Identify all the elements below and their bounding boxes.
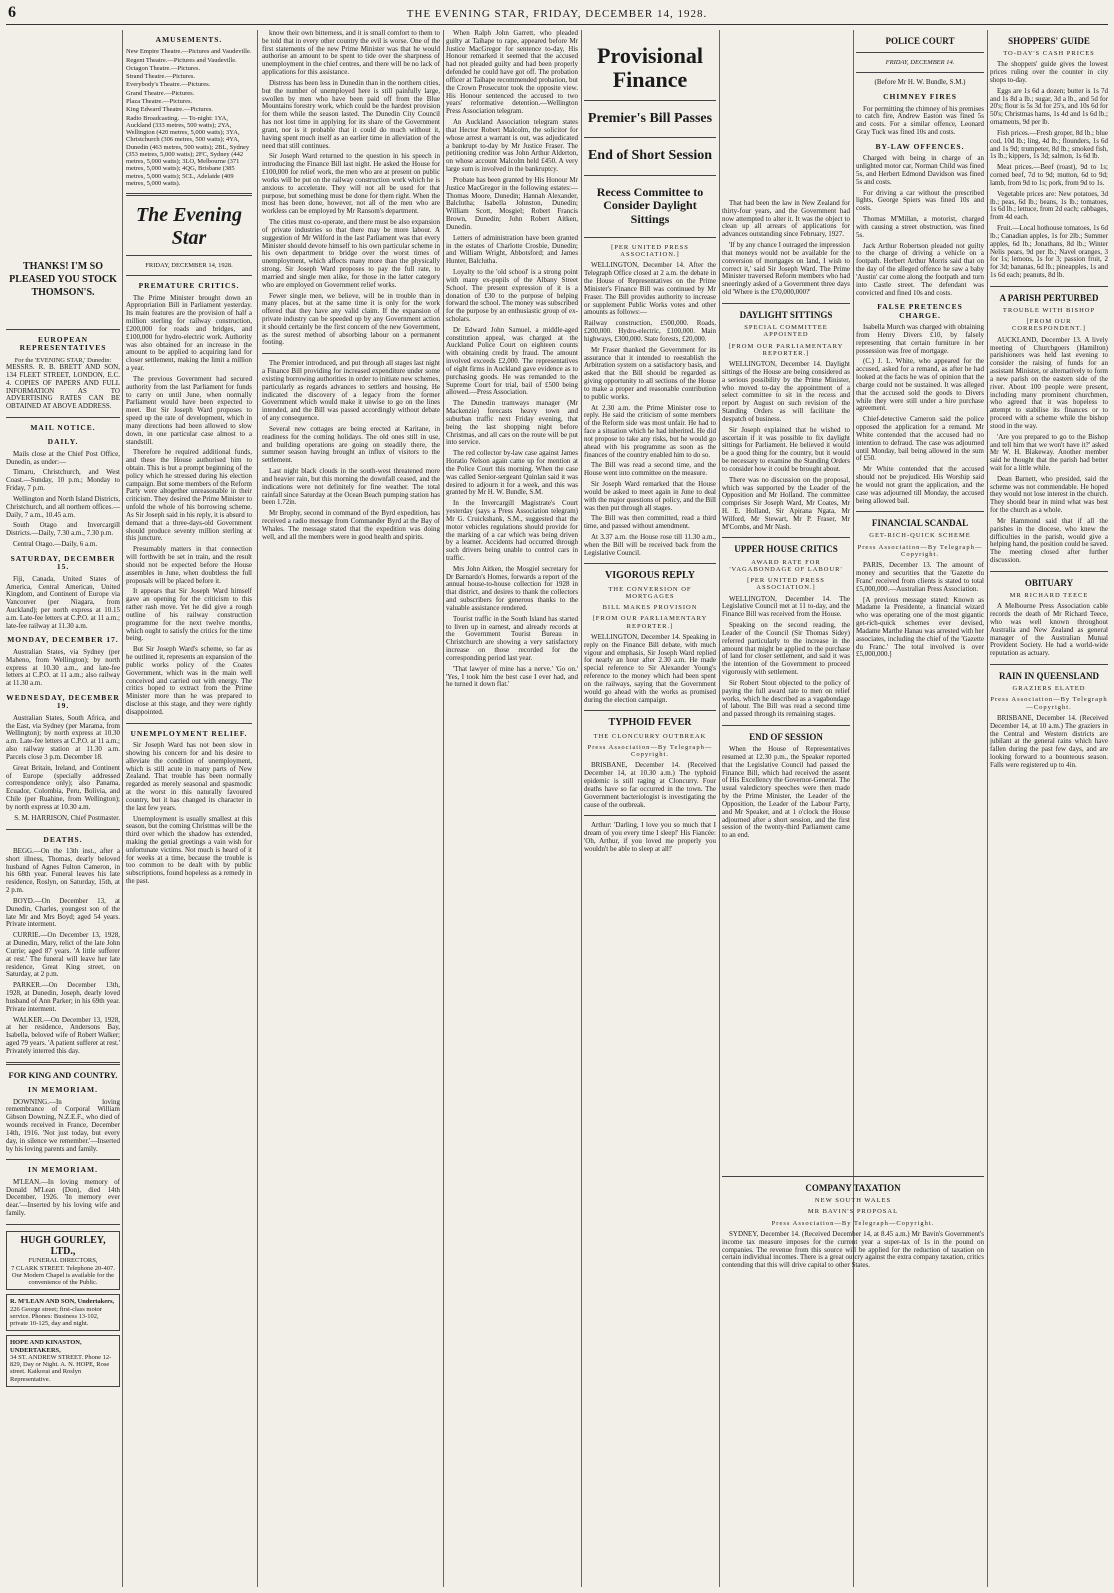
column-rule <box>719 30 720 1587</box>
shoppers-guide-subheading: TO-DAY'S CASH PRICES <box>1003 50 1095 58</box>
news-paragraph: Isabella Murch was charged with obtaining from Henry Divers £10, by falsely representing that certain furniture in her possession was free of mortgage. <box>856 323 984 355</box>
vigorous-subheading: BILL MAKES PROVISION <box>602 604 698 612</box>
reps-body: MESSRS. R. B. BRETT AND SON, 134 FLEET STREET, LONDON, E.C. 4. COPIES OF PAPERS AND FULL INFORMATION AS TO ADVERTISING RATES CAN BE OBTAINED AT ABOVE ADDRESS. <box>6 363 120 411</box>
vigorous-subheading: THE CONVERSION OF MORTGAGES <box>608 585 692 600</box>
mail-paragraph: Wellington and North Island Districts, Christchurch, and all northern offices.—Daily, 7 a.m., 10.45 a.m. <box>6 494 120 519</box>
memoriam-notice: DOWNING.—In loving remembrance of Corporal William Gibson Downing, N.Z.E.F., who died of wounds received in France, December 14th, 1916. 'Not just today, but every day, in silence we remember.'—Inserted by his loving parents and family. <box>6 1097 120 1153</box>
mail-paragraph: Mails close at the Chief Post Office, Dunedin, as under:— <box>6 449 120 466</box>
divider <box>584 137 716 138</box>
editorial-paragraph: Sir Joseph Ward has not been slow in showing his concern for and his desire to alleviate the condition of unemployment, which is still acute in many parts of New Zealand. That trouble has been normally regarded as merely seasonal and spasmodic at the worst in this naturally favoured country, but it has changed its character in the last few years. <box>126 741 252 812</box>
divider <box>722 725 850 726</box>
divider <box>584 710 716 711</box>
news-paragraph: Speaking on the second reading, the Leader of the Council (Sir Thomas Sidey) referred particularly to the increase in the amount that might be applied to the purchase of land for closer settlement, and said it was the intention of the Government to proceed vigorously with settlement. <box>722 621 850 677</box>
divider <box>126 193 252 196</box>
police-court-date: FRIDAY, DECEMBER 14. <box>885 59 955 67</box>
news-paragraph: Eggs are 1s 6d a dozen; butter is 1s 7d and 1s 8d a lb.; sugar, 3d a lb., and 5d for 20's; flour is 5s 3d for 25's, and 10s 6d for 50's; Christmas hams, 1s 4d and 1s 6d lb.; ornaments, 9d per lb. <box>990 86 1108 127</box>
lead-headline: Provisional Finance <box>597 43 703 93</box>
news-paragraph: Fruit.—Local hothouse tomatoes, 1s 6d lb.; Canadian apples, 1s for 2lb.; Summer apples, 6d lb.; Jonathans, 8d lb.; Winter Nelis pears, 9d per lb.; Navel oranges, 3 for 1s; lemons, 1s for 3; passion fruit, 2 for 3d; bananas, 6d lb.; pineapples, 1s and 1s 6d each; peanuts, 8d lb. <box>990 224 1108 280</box>
saturday-heading: SATURDAY, DECEMBER 15. <box>10 553 116 572</box>
news-paragraph: That had been the law in New Zealand for thirty-four years, and the Government had now attempted to alter it. It was the object to clean up all arrears of applications for advances outstanding since February, 1927. <box>722 199 850 239</box>
news-paragraph: Mr Brophy, second in command of the Byrd expedition, has received a radio message from Commander Byrd at the Bay of Whales. The message stated that the expedition was doing well, and all the members were in good health and spirits. <box>262 509 440 541</box>
byline: Press Association—By Telegraph—Copyright. <box>857 543 983 558</box>
news-paragraph: Vegetable prices are: New potatoes, 3d lb.; peas, 6d lb.; beans, 1s lb.; tomatoes, 1s 6d lb.; lettuce, from 2d each; cabbages, from 4d each. <box>990 189 1108 222</box>
news-paragraph: PARIS, December 13. The amount of money and securities that the 'Gazette du Franc' received from clients is stated to total £5,000,000.—Australian Press Association. <box>856 561 984 593</box>
news-paragraph: Mr Hammond said that if all the parishes in the diocese, who knew the difficulties in the parish, would give a helping hand, the position could be saved. The meeting closed after further discussion. <box>990 516 1108 565</box>
monday-heading: MONDAY, DECEMBER 17. <box>7 635 119 645</box>
divider <box>6 1159 120 1160</box>
news-paragraph: 'That lawyer of mine has a nerve.' 'Go on.' 'Yes, I took him the best case I ever had, and he turned it down flat.' <box>446 664 578 689</box>
news-paragraph: BRISBANE, December 14. (Received December 14, at 10 a.m.) The graziers in the Central and Western districts are jubilant at the general rains which have fallen during the past few days, and are looking forward to a bounteous season. Falls were registered up to 4in. <box>990 713 1108 769</box>
news-paragraph: An Auckland Association telegram states that Hector Robert Malcolm, the solicitor for whose arrest a warrant is out, was adjudicated a bankrupt to-day by Mr Justice Fraser. The petitioning creditor was John Arthur Alderton, on whose account Malcolm held £450. A very large sum is involved in the bankruptcy. <box>446 118 578 174</box>
news-paragraph: Chief-detective Cameron said the police opposed the application for a remand. Mr White contended that the accused had no intention to defraud. The case was adjourned until Monday, bail being allowed in the sum of £50. <box>856 415 984 463</box>
column-1 <box>6 30 120 1391</box>
thanks-advert: THANKS! I'M SO PLEASED YOU STOCK THOMSON'S. <box>9 261 117 298</box>
divider <box>6 417 120 418</box>
postmaster-signature: S. M. HARRISON, Chief Postmaster. <box>14 813 120 822</box>
divider <box>856 72 984 73</box>
lead-subheadline: Recess Committee to Consider Daylight Sittings <box>596 184 704 227</box>
news-paragraph: Loyalty to the 'old school' is a strong point with many ex-pupils of the Albany Street School. The present expression of it is a donation of £30 to the purpose of helping forward the school. The money was subscribed for the purpose by an enthusiastic group of ex-scholars. <box>446 268 578 323</box>
news-paragraph: Sir Joseph Ward remarked that the House would be asked to meet again in June to deal with the major questions of policy, and the Bill was then put through all stages. <box>584 480 716 512</box>
news-paragraph: SYDNEY, December 14. (Received December 14, at 8.45 a.m.) Mr Bavin's Government's income tax measure imposes for the current year a super-tax of 1s in the pound on companies. The revenue from this source will be applied for the reduction of taxation on certain individual incomes. There is a great outcry against the extra company taxation, critics contending that this will drive capital to other States. <box>722 1229 984 1270</box>
financial-scandal-heading: FINANCIAL SCANDAL <box>871 518 969 529</box>
editorial-paragraph: Presumably matters in that connection will forthwith be set in train, and the result should not be expected before the House assembles in June, when doubtless the full proposals will be placed before it. <box>126 545 252 585</box>
column-rule <box>987 30 988 1587</box>
news-paragraph: Last night black clouds in the south-west threatened more and heavier rain, but this morning the downfall ceased, and the indications were not definitely for fine weather. The total rainfall since Saturday at the Ocean Beach pumping station has been 1.72in. <box>262 467 440 507</box>
joke-paragraph: Arthur: 'Darling, I love you so much that I dream of you every time I sleep!' His Fiancée: 'Oh, Arthur, if you loved me properly you wouldn't be able to sleep at all!' <box>584 821 716 853</box>
obituary-subheading: MR RICHARD TEECE <box>1009 592 1089 600</box>
column-2 <box>126 30 252 889</box>
news-paragraph: The shoppers' guide gives the lowest prices ruling over the counter in city shops to-day. <box>990 60 1108 84</box>
unemployment-heading: UNEMPLOYMENT RELIEF. <box>130 728 248 738</box>
news-paragraph: Mr Fraser thanked the Government for its assurance that it intended to reestablish the Arbitration system on a satisfactory basis, and asked that the Bill should be regarded as giving opportunity to all sections of the House to make a proper and reasonable contribution to public works. <box>584 345 716 401</box>
news-paragraph: The Dunedin tramways manager (Mr Mackenzie) forecasts heavy town and suburban traffic next Friday evening, that being the last shopping night before Christmas, and all cars on the route will be put into service. <box>446 399 578 447</box>
false-pretences-heading: FALSE PRETENCES CHARGE. <box>877 302 963 320</box>
news-paragraph: Mr White contended that the accused should not be prejudiced. His Worship said he would not grant the application, and the case was adjourned till Monday, the accused being allowed bail. <box>856 465 984 505</box>
typhoid-heading: TYPHOID FEVER <box>608 717 692 729</box>
editorial-paragraph: Fewer single men, we believe, will be in trouble than in many places, but at the same time it is only for the work offered that they have any valid claim. If the expansion of private industry can be speeded up by any Government action it should certainly be the first concern of the new Government, as the surest method of absorbing labour on a permanent footing. <box>262 291 440 347</box>
vigorous-heading: VIGOROUS REPLY <box>605 570 695 582</box>
news-paragraph: (C.) J. L. White, who appeared for the accused, asked for a remand, as after he had looked at the facts he was of opinion that the charge could not be sustained. It was alleged that the accused sold the goods to Divers while they were still under a hire purchase agreement. <box>856 357 984 413</box>
amusement-item: Grand Theatre.—Pictures. <box>126 89 195 97</box>
advert-name: HUGH GOURLEY, LTD., <box>20 1234 106 1258</box>
lead-subheadline: End of Short Session <box>587 148 713 164</box>
editorial-paragraph: know their own bitterness, and it is small comfort to them to be told that in every other country the evil is worse. One of the first statements of the new Prime Minister was that he would authorise an amount to be spent to tide over the sharpness of unemployment in the chief centres, and there will be no lack of applications for this assistance. <box>262 30 440 77</box>
news-paragraph: WELLINGTON, December 14. Speaking in reply on the Finance Bill debate, with much vigour and emphasis, Sir Joseph Ward replied for nearly an hour after 2.30 a.m. He made special reference to Sir Alexander Young's reference to the money which had been spent on the railways, saying that the Government would go ahead with the works as promised during the election campaign. <box>584 632 716 704</box>
daily-heading: DAILY. <box>47 437 79 447</box>
editorial-paragraph: Sir Joseph Ward returned to the question in his speech in introducing the Finance Bill last night. He asked the House for £100,000 for relief work, the men who are at present on public works will be put on the railway construction work which he is anxious to accelerate. They will not all be used for that purpose, but something must be done for them right. When the most has been done, however, not all of the men who are workless can be employed by Mr Ransom's department. <box>262 152 440 216</box>
column-rule <box>853 30 854 1587</box>
news-paragraph: Probate has been granted by His Honour Mr Justice MacGregor in the following estates:—Thomas Moore, Dunedin; Hannah Alexander, Balclutha; Isabella Johnston, Dunedin; William Scott, Mosgiel; Robert Francis Brown, Dunedin; John Robert Aitken, Dunedin. <box>446 175 578 231</box>
news-paragraph: WELLINGTON, December 14. Daylight sittings of the House are being considered as a serious possibility by the Prime Minister, who moved to-day the appointment of a select committee to sit in the recess and report by August on such revision of the Standing Orders as will facilitate the despatch of business. <box>722 360 850 423</box>
advert-name: R. M'LEAN AND SON, Undertakers, <box>10 1298 115 1306</box>
deaths-heading: DEATHS. <box>43 834 83 844</box>
divider <box>722 1176 984 1177</box>
editorial-paragraph: Distress has been less in Dunedin than in the northern cities, but the number of unemployed here is still painfully large, swollen by men who have been paid off from the Blue Mountains forestry work, which could be the hardest provision for them while the season lasted. The Dunedin City Council has not lost time in applying for its share of the Government grant, nor is it probable that it could do much without it, having spent much itself as an earlier time in alleviation of the need that still continues. <box>262 78 440 150</box>
mail-heading: MAIL NOTICE. <box>30 423 96 433</box>
divider <box>584 815 716 816</box>
end-session-heading: END OF SESSION <box>749 732 823 743</box>
editorial-paragraph: The Prime Minister brought down an Appropriation Bill in Parliament yesterday. Its main features are the provision of half a million sterling for railway construction, £200,000 for roads and bridges, and £100,000 for hydro-electric work. Authority was also obtained for an increase in the amount to be applied to acquiring land for closer settlement, making the limit a million a year. <box>126 293 252 373</box>
mail-paragraph: South Otago and Invercargill Districts.—Daily, 7.30 a.m., 7.30 p.m. <box>6 521 120 538</box>
news-paragraph: Sir Joseph explained that he wished to ascertain if it was possible to fix daylight sittings for Parliament. He believed it would be a good thing for the country, but it would be necessary to examine the Standing Orders to consider how it could be brought about. <box>722 425 850 473</box>
advert-body: 7 CLARK STREET. Telephone 20-407. Our Modern Chapel is available for the convenience of the Public. <box>11 1264 115 1287</box>
news-paragraph: For driving a car without the prescribed lights, George Spiers was fined 10s and costs. <box>856 188 984 213</box>
king-country-heading: FOR KING AND COUNTRY. <box>8 1069 118 1080</box>
amusements-heading: AMUSEMENTS. <box>155 35 223 44</box>
editorial-paragraph: It appears that Sir Joseph Ward himself gave an opening for the criticism to this rather rash move. Yet he did give a rough outline of his railway construction programme for the next twelve months, which ought to satisfy the critics for the time being. <box>126 587 252 643</box>
amusements-list <box>126 48 252 187</box>
news-paragraph: In the Invercargill Magistrate's Court yesterday (says a Press Association telegram) Mr G. Cruickshank, S.M., suggested that the motor vehicles regulations should provide for the marking of a car which was being driven by a learner. Accidents had occurred through such drivers being unable to control cars in traffic. <box>446 499 578 562</box>
shoppers-guide-heading: SHOPPERS' GUIDE <box>1008 36 1090 46</box>
news-paragraph: A Melbourne Press Association cable records the death of Mr Richard Teece, who was well known throughout Australia and New Zealand as general manager of the Australian Mutual Provident Society. He had a world-wide reputation as actuary. <box>990 602 1108 658</box>
memoriam-heading: IN MEMORIAM. <box>28 1165 98 1175</box>
rain-subheading: GRAZIERS ELATED <box>1012 685 1086 693</box>
news-paragraph: Tourist traffic in the South Island has started to liven up in earnest, and already records at the Government Tourist Bureau in Christchurch are showing a very satisfactory increase on those recorded for the corresponding period last year. <box>446 614 578 662</box>
news-paragraph: Dr Edward John Samuel, a middle-aged constitution appeal, was charged at the Auckland Police Court on eighteen counts with obtaining credit by fraud. The amount involved exceeds £2,000. The representatives of eight firms in Auckland gave evidence as to purchasing goods. He was remanded to the Supreme Court for trial, bail of £500 being allowed.—Press Association. <box>446 325 578 397</box>
memoriam-notice: M'LEAN.—In loving memory of Donald M'Lean (Don), died 14th December, 1926. 'In memory ever dear.'—Inserted by his loving wife and family. <box>6 1177 120 1218</box>
bylaw-heading: BY-LAW OFFENCES. <box>875 141 965 151</box>
news-paragraph: The Bill was read a second time, and the House went into committee on the measure. <box>584 461 716 478</box>
column-rule <box>443 30 444 1587</box>
mail-paragraph: Australian States, via Sydney (per Maheno, from Wellington); by north express at 10.30 a.m., and late-fee letters at C.P.O. at 11 a.m.; also railway at 11.30 a.m. <box>6 647 120 688</box>
news-paragraph: When Ralph John Garrett, who pleaded guilty at Taihape to rape, appeared before Mr Justice MacGregor for sentence to-day, His Honour remarked it seemed that the accused had not pleaded guilty and had been properly defended he could have got off. The probation officer at Taihape recommended probation, but the Crown Prosecutor took the opposite view. His Honour sentenced the accused to two years' reformative detention.—Wellington Press Association telegram. <box>446 30 578 116</box>
page-number: 6 <box>8 4 16 21</box>
divider <box>262 353 440 354</box>
company-taxation-subheading: MR BAVIN'S PROPOSAL <box>807 1208 899 1216</box>
mail-paragraph: Timaru, Christchurch, and West Coast.—Sunday, 10 p.m.; Monday to Friday, 7 p.m. <box>6 468 120 493</box>
news-paragraph: Dean Barnett, who presided, said the scheme was not commendable. He hoped they would not lose interest in the church. They should bear in mind what was best for the church as a whole. <box>990 474 1108 515</box>
company-taxation-heading: COMPANY TAXATION <box>805 1183 901 1193</box>
amusement-item: Regent Theatre.—Pictures and Vaudeville. <box>126 56 237 64</box>
amusement-item: King Edward Theatre.—Pictures. <box>126 106 213 114</box>
editorial-paragraph: But Sir Joseph Ward's scheme, so far as he outlined it, represents an expansion of the public works policy of the Coates Government, which was in the main well conceived and carried out with energy. The critics hoped to extract from the Prime Minister more than he was prepared to disclose at this stage, and they were rightly disappointed. <box>126 645 252 716</box>
editorial-paragraph: The cities must co-operate, and there must be also expansion of private industries so that there may be more labour. A suggestion of Mr Wilford in the last Parliament was that every Minister should devote himself to his own particular scheme in his own department to bridge over the worst times of unemployment, which affects many more than the physically strong. Sir Joseph Ward proposes to pay the full rate, to married and single men alike, for those in the latter category who are employed on Government relief works. <box>262 218 440 289</box>
news-paragraph: Several new cottages are being erected at Karitane, in readiness for the coming holidays. The old ones still in use, and building operations are going on steadily there, the summer season having brought an influx of visitors to the settlement. <box>262 424 440 465</box>
column-6 <box>722 30 850 843</box>
memoriam-heading: IN MEMORIAM. <box>28 1085 98 1095</box>
amusement-item: New Empire Theatre.—Pictures and Vaudeville. <box>126 48 252 56</box>
mail-paragraph: Central Otago.—Daily, 6 a.m. <box>13 540 98 549</box>
divider <box>6 1224 120 1225</box>
column-7 <box>856 30 984 662</box>
editorial-paragraph: Therefore he required additional funds, and these the House authorised him to obtain. This is but a prompt beginning of the policy which he stressed during his election campaign. But some members of the Reform Party were altogether unreasonable in their criticism. They desired the Prime Minister to unfold the whole of his borrowing scheme. As Sir Joseph said in his reply, it is absurd to demand that a three-days-old Government should produce seventy million sterling at this juncture. <box>126 448 252 543</box>
masthead-rule <box>6 24 1108 25</box>
byline: [FROM OUR CORRESPONDENT.] <box>1012 318 1086 333</box>
divider <box>856 52 984 53</box>
byline: Press Association—By Telegraph—Copyright. <box>587 743 713 759</box>
news-paragraph: Thomas M'Millan, a motorist, charged with causing a street obstruction, was fined 5s. <box>856 215 984 239</box>
wednesday-heading: WEDNESDAY, DECEMBER 19. <box>6 693 120 711</box>
divider <box>6 329 120 330</box>
financial-scandal-subheading: GET-RICH-QUICK SCHEME <box>869 532 971 540</box>
news-paragraph: There was no discussion on the proposal, which was supported by the Leader of the Opposition and Mr Holland. The committee comprises Sir Joseph Ward, Mr Coates, Mr H. E. Holland, Sir Apirana Ngata, Mr Wilford, Mr Stewart, Mr P. Fraser, Mr M'Combs, and Mr Nash. <box>722 475 850 531</box>
news-paragraph: BRISBANE, December 14. (Received December 14, at 10.30 a.m.) The typhoid epidemic is still raging at Cloncurry. Four deaths have so far occurred in the town. The Government bacteriologist is investigating the cause of the outbreak. <box>584 761 716 809</box>
column-4 <box>446 30 578 692</box>
upper-house-subheading: AWARD RATE FOR 'VAGABONDAGE OF LABOUR' <box>729 558 843 573</box>
death-notice: PARKER.—On December 13th, 1928, at Dunedin, Joseph, dearly loved husband of Ann Parker; in his 69th year. Private interment. <box>6 981 120 1013</box>
advert-name: HOPE AND KINASTON, UNDERTAKERS, <box>10 1339 82 1354</box>
divider <box>126 723 252 724</box>
undertaker-advert <box>6 1335 120 1387</box>
lead-subheadline: Premier's Bill Passes <box>587 111 713 127</box>
undertaker-advert <box>6 1294 120 1331</box>
mail-paragraph: Australian States, South Africa, and the East, via Sydney (per Marama, from Wellington); by north express at 10.30 a.m. Late-fee letters at C.P.O. at 11 a.m.; also railway station at 11.30 a.m. Parcels close 3 p.m. December 18. <box>6 713 120 761</box>
newspaper-flag: The Evening Star <box>135 204 243 249</box>
amusement-item: Everybody's Theatre.—Pictures. <box>126 81 211 89</box>
amusement-item: Octagon Theatre.—Pictures. <box>126 64 201 72</box>
divider <box>856 511 984 512</box>
news-paragraph: At 3.37 a.m. the House rose till 11.30 a.m., when the Bill will be received back from the Legislative Council. <box>584 532 716 557</box>
divider <box>722 537 850 538</box>
mail-paragraph: Fiji, Canada, United States of America, Central American, United Kingdom, and Continent of Europe via Vancouver (per Niagara, from Auckland); per north express at 10.15 a.m. Late-fee letters at C.P.O. at 11 a.m.; late-fee railway at 11.30 a.m. <box>6 574 120 630</box>
news-paragraph: Meat prices.—Beef (roast), 9d to 1s; corned beef, 7d to 9d; mutton, 6d to 9d; lamb, from 9d to 1s; pork, from 9d to 1s. <box>990 163 1108 187</box>
news-paragraph: Fish prices.—Fresh groper, 8d lb.; blue cod, 10d lb.; ling, 4d lb.; flounders, 1s 6d and 1s 9d; trumpeter, 8d lb.; smoked fish, 1s lb.; kippers, 1s 3d; salmon, 1s 6d lb. <box>990 128 1108 161</box>
byline: Press Association—By Telegraph—Copyright. <box>990 696 1108 711</box>
divider <box>990 571 1108 572</box>
running-head: THE EVENING STAR, FRIDAY, DECEMBER 14, 1928. <box>406 8 708 20</box>
death-notice: CURRIE.—On December 13, 1928, at Dunedin, Mary, relict of the late John Currie; aged 87 years. 'A little sufferer at rest.' The funeral will leave her late residence, Great King street, on Saturday, at 2 p.m. <box>6 931 120 979</box>
editorial-paragraph: The previous Government had secured authority from the last Parliament for funds to carry on until June, when normally Parliament would have been expected to meet. But Sir Joseph Ward proposes to speed up the rate of development, which in many directions had been allowed to slow down, in one particular case almost to a standstill. <box>126 374 252 446</box>
editorial-paragraph: Unemployment is usually smallest at this season, but the coming Christmas will be the third over which the shadow has extended, making the genial greetings a vain wish for unfortunate victims. Not much is heard of it for weeks at a time, because the trouble is too common to be dealt with by public subscriptions, found hopeless as a remedy in the past. <box>126 814 252 886</box>
column-rule <box>122 30 123 1587</box>
news-paragraph: AUCKLAND, December 13. A lively meeting of Churchgoers (Hamilton) parishioners was held last evening to consider the raising of funds for an assistant Minister, or alternatively to form a new parish on the eastern side of the river. About 100 people were present, including many prominent churchmen, who agreed that it was hopeless to attempt to stabilise its finances or to proceed with a scheme while the bishop stood in the way. <box>990 335 1108 430</box>
obituary-heading: OBITUARY <box>1024 577 1074 588</box>
news-paragraph: When the House of Representatives resumed at 12.30 p.m., the Speaker reported that the Legislative Council had passed the Finance Bill, which had received the assent of His Excellency the Governor-General. The usual valedictory speeches were then made by the Prime Minister, the Leader of the Opposition, the Leader of the Labour Party, and Mr Speaker, and at 1 o'clock the House adjourned after a short session, and the first session of the twenty-third Parliament came to an end. <box>722 745 850 840</box>
divider <box>126 255 252 256</box>
divider <box>584 563 716 564</box>
upper-house-heading: UPPER HOUSE CRITICS <box>734 544 838 555</box>
divider <box>990 286 1108 287</box>
divider <box>6 829 120 830</box>
mail-paragraph: Great Britain, Ireland, and Continent of Europe (specially addressed correspondence only); also Panama, Ecuador, Colombia, Peru, Bolivia, and Chile (per Ruahine, from Wellington); by north express at 10.30 a.m. <box>6 763 120 811</box>
reps-subheading: For the 'EVENING STAR,' Dunedin: <box>14 356 112 364</box>
news-paragraph: Mrs John Aitken, the Mosgiel secretary for Dr Barnardo's Homes, forwards a report of the annual house-to-house collection for 1928 in that district, and desires to thank the collectors and subscribers for generous thanks to the valuable assistance rendered. <box>446 564 578 612</box>
news-paragraph: Sir Robert Stout objected to the policy of paying the full award rate to men on relief works, which he described as a vagabondage of labour. The Bill was read a second time and passed through its remaining stages. <box>722 678 850 719</box>
death-notice: BOYD.—On December 13, at Dunedin, Charles, youngest son of the late Mr and Mrs Boyd; aged 54 years. Private interment. <box>6 896 120 929</box>
divider <box>584 100 716 101</box>
amusement-item: Plaza Theatre.—Pictures. <box>126 97 193 105</box>
byline: [FROM OUR PARLIAMENTARY REPORTER.] <box>728 342 844 357</box>
news-paragraph: For permitting the chimney of his premises to catch fire, Andrew Easton was fined 5s and costs. For a similar offence, Leonard Gray Tuck was fined 10s and costs. <box>856 104 984 137</box>
death-notice: BEGG.—On the 13th inst., after a short illness, Thomas, dearly beloved husband of Agnes Fulton Cameron, in his 68th year. Funeral leaves his late residence, Roslyn, on Saturday, 15th, at 2 p.m. <box>6 846 120 895</box>
rain-heading: RAIN IN QUEENSLAND <box>998 671 1099 682</box>
editorial-date: FRIDAY, DECEMBER 14, 1928. <box>145 261 233 269</box>
death-notice: WALKER.—On December 13, 1928, at her residence, Andersons Bay, Isabella, beloved wife of Robert Walker; aged 79 years. 'A patient sufferer at rest.' Privately interred this day. <box>6 1015 120 1055</box>
news-paragraph: The Bill was then committed, read a third time, and passed without amendment. <box>584 514 716 531</box>
news-paragraph: [A previous message stated: Known as Madame la Presidente, a financial wizard who was operating one of the most gigantic get-rich-quick schemes ever devised, Madame Marthe Hanau was arrested with her associates, including the chief of the 'Gazette du Franc.' The total involved is over £5,000,000.] <box>856 595 984 659</box>
news-paragraph: WELLINGTON, December 14. The Legislative Council met at 11 to-day, and the Finance Bill was received from the House. <box>722 594 850 619</box>
news-paragraph: Charged with being in charge of an unlighted motor car, Norman Child was fined 5s, and Herbert Edmond Davidson was fined 5s and costs. <box>856 154 984 186</box>
funeral-advert <box>6 1231 120 1290</box>
news-paragraph: 'If by any chance I outraged the impression that moneys would not be available for the conversion of mortgages on land, I wish to correct it,' said Sir Joseph Ward. The Prime Minister traversed Reform members who had sneeringly asked of a Government three days old 'Where is the £70,000,000?' <box>722 241 850 297</box>
parish-heading: A PARISH PERTURBED <box>999 292 1099 303</box>
news-paragraph: WELLINGTON, December 14. After the Telegraph Office closed at 2 a.m. the debate in the House of Representatives on the Prime Minister's Finance Bill was continued by Mr Fraser. The Bill provides authority to increase or supplement Public Works votes and other amounts as follows:— <box>584 261 716 317</box>
advert-body: 226 George street; first-class motor service. Phones: Business 13-102, private 10-125, day and night. <box>10 1305 102 1328</box>
editorial-heading: PREMATURE CRITICS. <box>138 281 240 291</box>
column-rule <box>257 30 258 1587</box>
news-paragraph: The Premier introduced, and put through all stages last night a Finance Bill providing for increased expenditure under some existing borrowing authorities in order to initiate new schemes, particularly as regards advances to settlers and housing. He indicated the discovery of a legacy from the former Government which would make it unwise to go on the lines intended, and the Bill was passed accordingly without debate of any consequence. <box>262 359 440 423</box>
column-rule <box>581 30 582 1587</box>
company-taxation-subheading: NEW SOUTH WALES <box>814 1197 892 1205</box>
divider <box>126 275 252 276</box>
column-8 <box>990 30 1108 773</box>
daylight-subheading: SPECIAL COMMITTEE APPOINTED <box>744 324 828 339</box>
parish-subheading: TROUBLE WITH BISHOP <box>1002 306 1096 314</box>
masthead <box>0 0 1114 26</box>
daylight-heading: DAYLIGHT SITTINGS <box>739 309 833 320</box>
byline: [PER UNITED PRESS ASSOCIATION.] <box>747 577 825 592</box>
headline-spacer <box>722 30 850 200</box>
advert-sub: FUNERAL DIRECTORS, <box>28 1257 98 1265</box>
amusement-item: Radio Broadcasting. — To-night: 1YA, Auckland (333 metres, 500 watts); 2YA, Wellington (420 metres, 5,000 watts); 3YA, Christchurch (306 metres, 500 watts); 4YA, Dunedin (463 metres, 500 watts); 2BL, Sydney (353 metres, 5,000 watts); 2FC, Sydney (442 metres, 5,000 watts); 3LO, Melbourne (371 metres, 5,000 watts); 4QG, Brisbane (385 metres, 5,000 watts); 5CL, Adelaide (409 metres, 5,000 watts). <box>126 114 250 187</box>
divider <box>584 237 716 238</box>
byline: [PER UNITED PRESS ASSOCIATION.] <box>611 243 689 259</box>
column-3 <box>262 30 440 545</box>
divider <box>722 303 850 304</box>
divider <box>584 175 716 176</box>
advert-body: 34 ST. ANDREW STREET. Phone 12-829, Day or Night. A. N. HOPE, Rose street. Kaikorai and Roslyn Representative. <box>10 1353 112 1383</box>
news-paragraph: Letters of administration have been granted in the estates of Charlotte Crosbie, Dunedin; and William Wright, Abbotsford; and James Hunter, Balclutha. <box>446 233 578 266</box>
news-paragraph: 'Are you prepared to go to the Bishop and tell him that we won't have it?' asked Mr W. H. Blakeway. Another member said he thought that the parish had better wait for a little while. <box>990 432 1108 472</box>
news-paragraph: Railway construction, £500,000. Roads, £200,000. Hydro-electric, £100,000. Main highways, £300,000. State forests, £20,000. <box>584 319 716 343</box>
typhoid-subheading: THE CLONCURRY OUTBREAK <box>593 732 707 740</box>
divider <box>6 1062 120 1065</box>
police-court-heading: POLICE COURT <box>885 36 955 46</box>
news-paragraph: The red collector by-law case against James Horatio Nelson again came up for mention at the Police Court this morning. When the case was called Senior-sergeant Quinlan said it was desired to adjourn it for a week, and this was granted by Mr H. W. Bundle, S.M. <box>446 449 578 497</box>
news-paragraph: At 2.30 a.m. the Prime Minister rose to reply. He said the criticism of some members of the Reform side was most unfair. He had to face a situation which he had inherited. He did not propose to take any risks, but he would go ahead with his programme as soon as the finances of the country enabled him to do so. <box>584 403 716 459</box>
amusement-item: Strand Theatre.—Pictures. <box>126 73 196 81</box>
police-court-byline: (Before Mr H. W. Bundle, S.M.) <box>874 78 966 87</box>
reps-heading: EUROPEAN REPRESENTATIVES <box>19 335 107 353</box>
company-taxation-article <box>722 1170 984 1273</box>
news-paragraph: Jack Arthur Robertson pleaded not guilty to the charge of driving a vehicle on a footpath. Herbert Arthur Morris said that on the day of the alleged offence he saw a baby 'Austin' car come along the footpath and turn into Castle street. The defendant was convicted and fined 10s and costs. <box>856 241 984 297</box>
column-5 <box>584 30 716 857</box>
chimney-heading: CHIMNEY FIRES <box>883 92 957 102</box>
divider <box>990 664 1108 665</box>
byline: Press Association—By Telegraph—Copyright. <box>771 1219 935 1227</box>
byline: [FROM OUR PARLIAMENTARY REPORTER.] <box>592 615 708 630</box>
